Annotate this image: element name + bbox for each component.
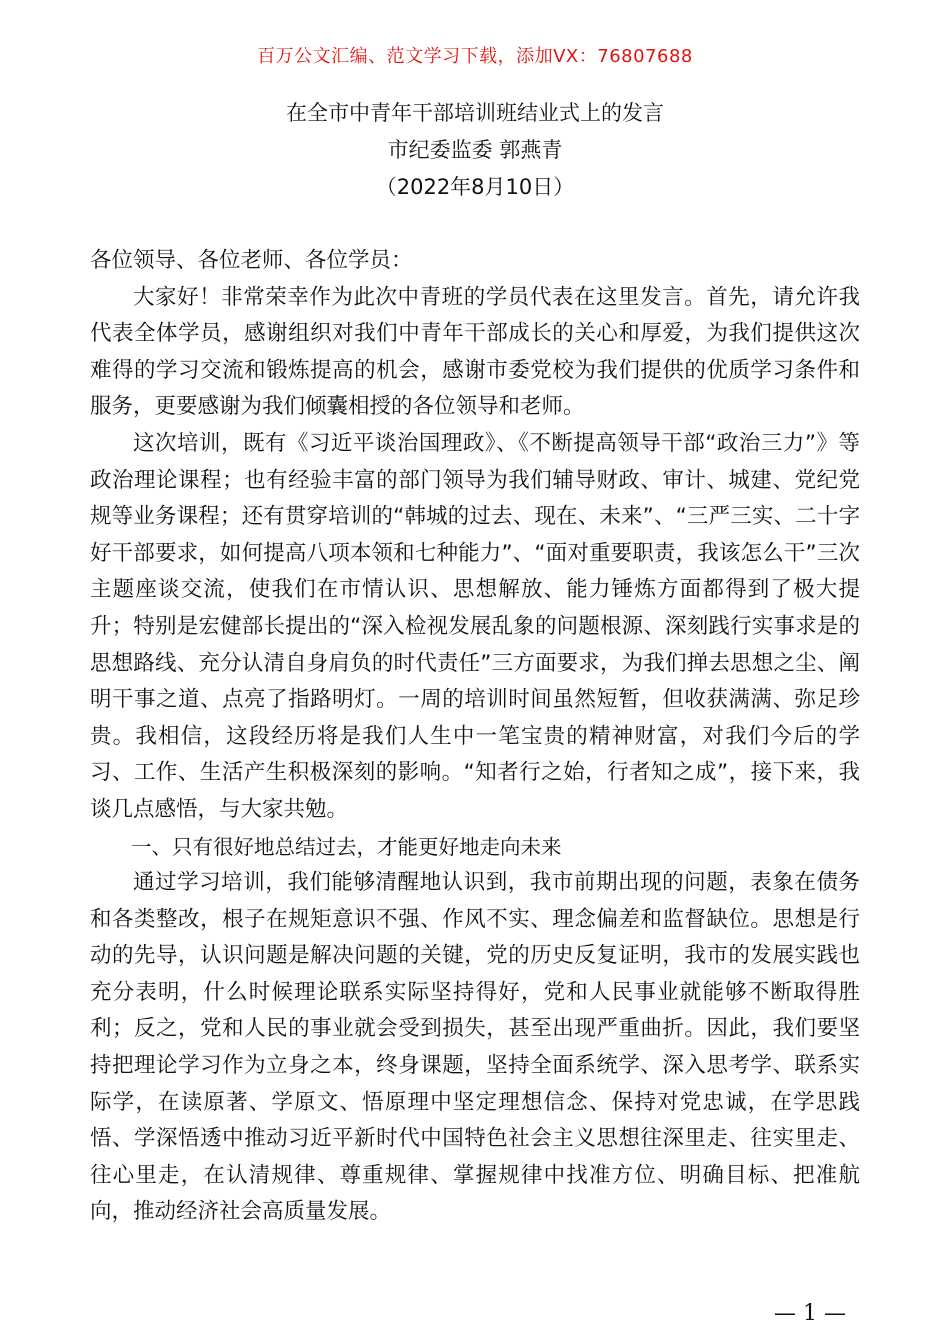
paragraph-training: 这次培训，既有《习近平谈治国理政》、《不断提高领导干部“政治三力”》等政治理论课程；也有经验丰富的部门领导为我们辅导财政、审计、城建、党纪党规等业务课程；还有贯穿培训的“韩城的过去、现在、未来”、“三严三实、二十字好干部要求，如何提高八项本领和七种能力”、“面对重要职责，我该怎么干”三次主题座谈交流，使我们在市情认识、思想解放、能力锤炼方面都得到了极大提升；特别是宏健部长提出的“深入检视发展乱象的问题根源、深刻践行实事求是的思想路线、充分认清自身肩负的时代责任”三方面要求，为我们掸去思想之尘、阐明干事之道、点亮了指路明灯。一周的培训时间虽然短暂，但收获满满、弥足珍贵。我相信，这段经历将是我们人生中一笔宝贵的精神财富，对我们今后的学习、工作、生活产生积极深刻的影响。“知者行之始，行者知之成”，接下来，我谈几点感悟，与大家共勉。: [90, 430, 860, 822]
document-author: 市纪委监委 郭燕青: [387, 138, 563, 162]
paragraph-opening: 大家好！非常荣幸作为此次中青班的学员代表在这里发言。首先，请允许我代表全体学员，感谢组织对我们中青年干部成长的关心和厚爱，为我们提供这次难得的学习交流和锻炼提高的机会，感谢市委党校为我们提供的优质学习条件和服务，更要感谢为我们倾囊相授的各位领导和老师。: [90, 284, 860, 420]
document-title: 在全市中青年干部培训班结业式上的发言: [286, 101, 664, 125]
document-body: [90, 243, 860, 1231]
document-date: （2022年8月10日）: [375, 175, 575, 199]
paragraph-section-one: 通过学习培训，我们能够清醒地认识到，我市前期出现的问题，表象在债务和各类整改，根子在规矩意识不强、作风不实、理念偏差和监督缺位。思想是行动的先导，认识问题是解决问题的关键，党的历史反复证明，我市的发展实践也充分表明，什么时候理论联系实际坚持得好，党和人民事业就能够不断取得胜利；反之，党和人民的事业就会受到损失，甚至出现严重曲折。因此，我们要坚持把理论学习作为立身之本，终身课题，坚持全面系统学、深入思考学、联系实际学，在读原著、学原文、悟原理中坚定理想信念、保持对党忠诚，在学思践悟、学深悟透中推动习近平新时代中国特色社会主义思想往深里走、往实里走、往心里走，在认清规律、尊重规律、掌握规律中找准方位、明确目标、把准航向，推动经济社会高质量发展。: [90, 870, 860, 1225]
section-heading-one: 一、只有很好地总结过去，才能更好地走向未来: [131, 834, 562, 859]
watermark-banner: 百万公文汇编、范文学习下载，添加VX：76807688: [257, 46, 693, 67]
page-number: — 1 —: [774, 1301, 846, 1326]
salutation: 各位领导、各位老师、各位学员：: [90, 248, 413, 273]
